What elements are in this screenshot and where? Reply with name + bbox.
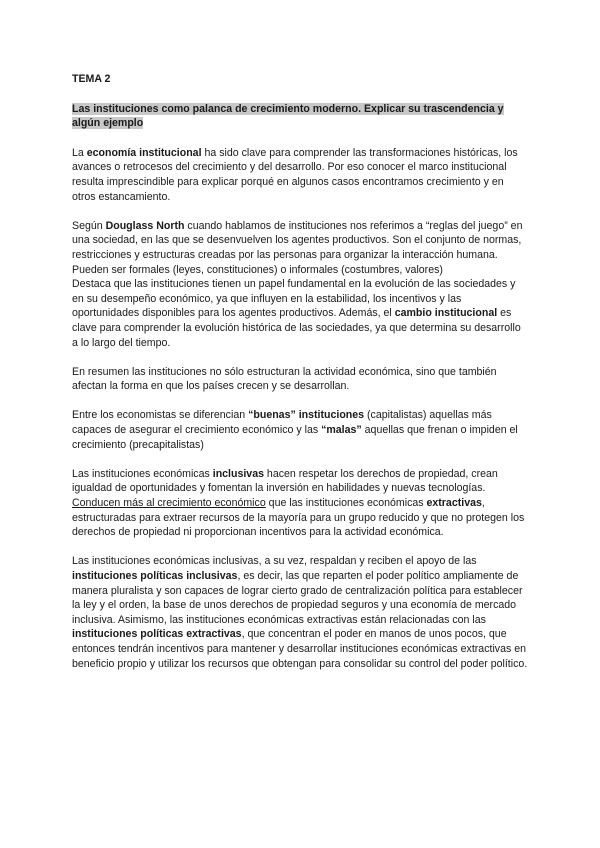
paragraph-douglass-north <box>72 219 529 277</box>
p7-text-c: , es decir, las que reparten el poder político ampliamente de manera pluralista y son capaces de lograr cierto grado de centralización política para establecer la ley y el orden, la base de unos derechos de propiedad seguros y una economía de mercado inclusiva. Asimismo, las instituciones económicas extractivas están relacionadas con las <box>72 570 523 626</box>
p6-text-e: que las instituciones económicas <box>265 497 427 510</box>
p6-text-c: hacen respetar los derechos de propiedad, crean igualdad de oportunidades y fomentan la inversión en habilidades y nuevas tecnologías. <box>72 467 498 495</box>
p3-text-a: Destaca que las instituciones tienen un papel fundamental en la evolución de las sociedades y en su desempeño económico, ya que influyen en la estabilidad, los incentivos y las oportunidades disponibles para los agentes productivos. Además, el <box>72 278 516 320</box>
p6-bold-inclusivas: inclusivas <box>212 467 264 480</box>
p5-bold-malas: “malas” <box>321 424 362 437</box>
paragraph-resumen: En resumen las instituciones no sólo estructuran la actividad económica, sino que también afectan la forma en que los países crecen y se desarrollan. <box>72 365 497 393</box>
p5-text-a: Entre los economistas se diferencian <box>72 409 249 422</box>
p7-bold-inclusivas: instituciones políticas inclusivas <box>72 570 238 582</box>
p6-underlined-text: Conducen más al crecimiento económico <box>72 497 266 510</box>
paragraph-instituciones-politicas <box>72 554 529 671</box>
subtitle-highlight: Las instituciones como palanca de crecimiento moderno. Explicar su trascendencia y algún ejemplo <box>72 102 504 130</box>
p2-text-c: cuando hablamos de instituciones nos referimos a “reglas del juego” en una sociedad, en las que se desenvuelven los agentes productivos. Son el conjunto de normas, restricciones y estructuras creadas por las personas para organizar la interacción humana. Pueden ser formales (leyes, constituciones) o informales (costumbres, valores) <box>72 219 523 276</box>
p6-bold-extractivas: extractivas <box>426 497 482 510</box>
p2-text-a: Según <box>72 219 106 232</box>
p5-text-e: aquellas que frenan o impiden el crecimiento (precapitalistas) <box>72 424 518 451</box>
document-heading: TEMA 2 <box>72 73 111 85</box>
p3-text-c: es clave para comprender la evolución histórica de las sociedades, ya que determina su desarrollo a lo largo del tiempo. <box>72 307 521 349</box>
p1-text-a: La <box>72 146 87 159</box>
p7-text-e: , que concentran el poder en manos de unos pocos, que entonces tendrán incentivos para mantener y desarrollar instituciones económicas extractivas en beneficio propio y utilizar los recursos que obtengan para consolidar su control del poder político. <box>72 628 528 670</box>
paragraph-inclusivas-extractivas <box>72 467 529 540</box>
document-subtitle <box>72 102 529 131</box>
paragraph-economia-institucional <box>72 146 529 204</box>
p7-bold-extractivas: instituciones políticas extractivas <box>72 628 242 641</box>
p7-text-a: Las instituciones económicas inclusivas, a su vez, respaldan y reciben el apoyo de las <box>72 555 477 568</box>
p6-text-a: Las instituciones económicas <box>72 467 213 480</box>
p2-bold-name: Douglass North <box>105 219 185 232</box>
p3-bold-term: cambio institucional <box>394 307 498 320</box>
p1-bold-term: economía institucional <box>86 146 202 159</box>
p6-text-g: , estructuradas para extraer recursos de la mayoría para un grupo reducido y que no protegen los derechos de propiedad ni proporcionan incentivos para la actividad económica. <box>72 497 525 539</box>
paragraph-buenas-malas <box>72 408 529 452</box>
paragraph-cambio-institucional <box>72 277 529 350</box>
p5-text-c: (capitalistas) aquellas más capaces de asegurar el crecimiento económico y las <box>72 409 492 437</box>
p5-bold-buenas: “buenas” instituciones <box>248 409 365 422</box>
p1-text-c: ha sido clave para comprender las transformaciones históricas, los avances o retrocesos del crecimiento y del desarrollo. Por eso conocer el marco institucional resulta imprescindible para explicar porqué en algunos casos encontramos crecimiento y en otros estancamiento. <box>72 146 518 203</box>
